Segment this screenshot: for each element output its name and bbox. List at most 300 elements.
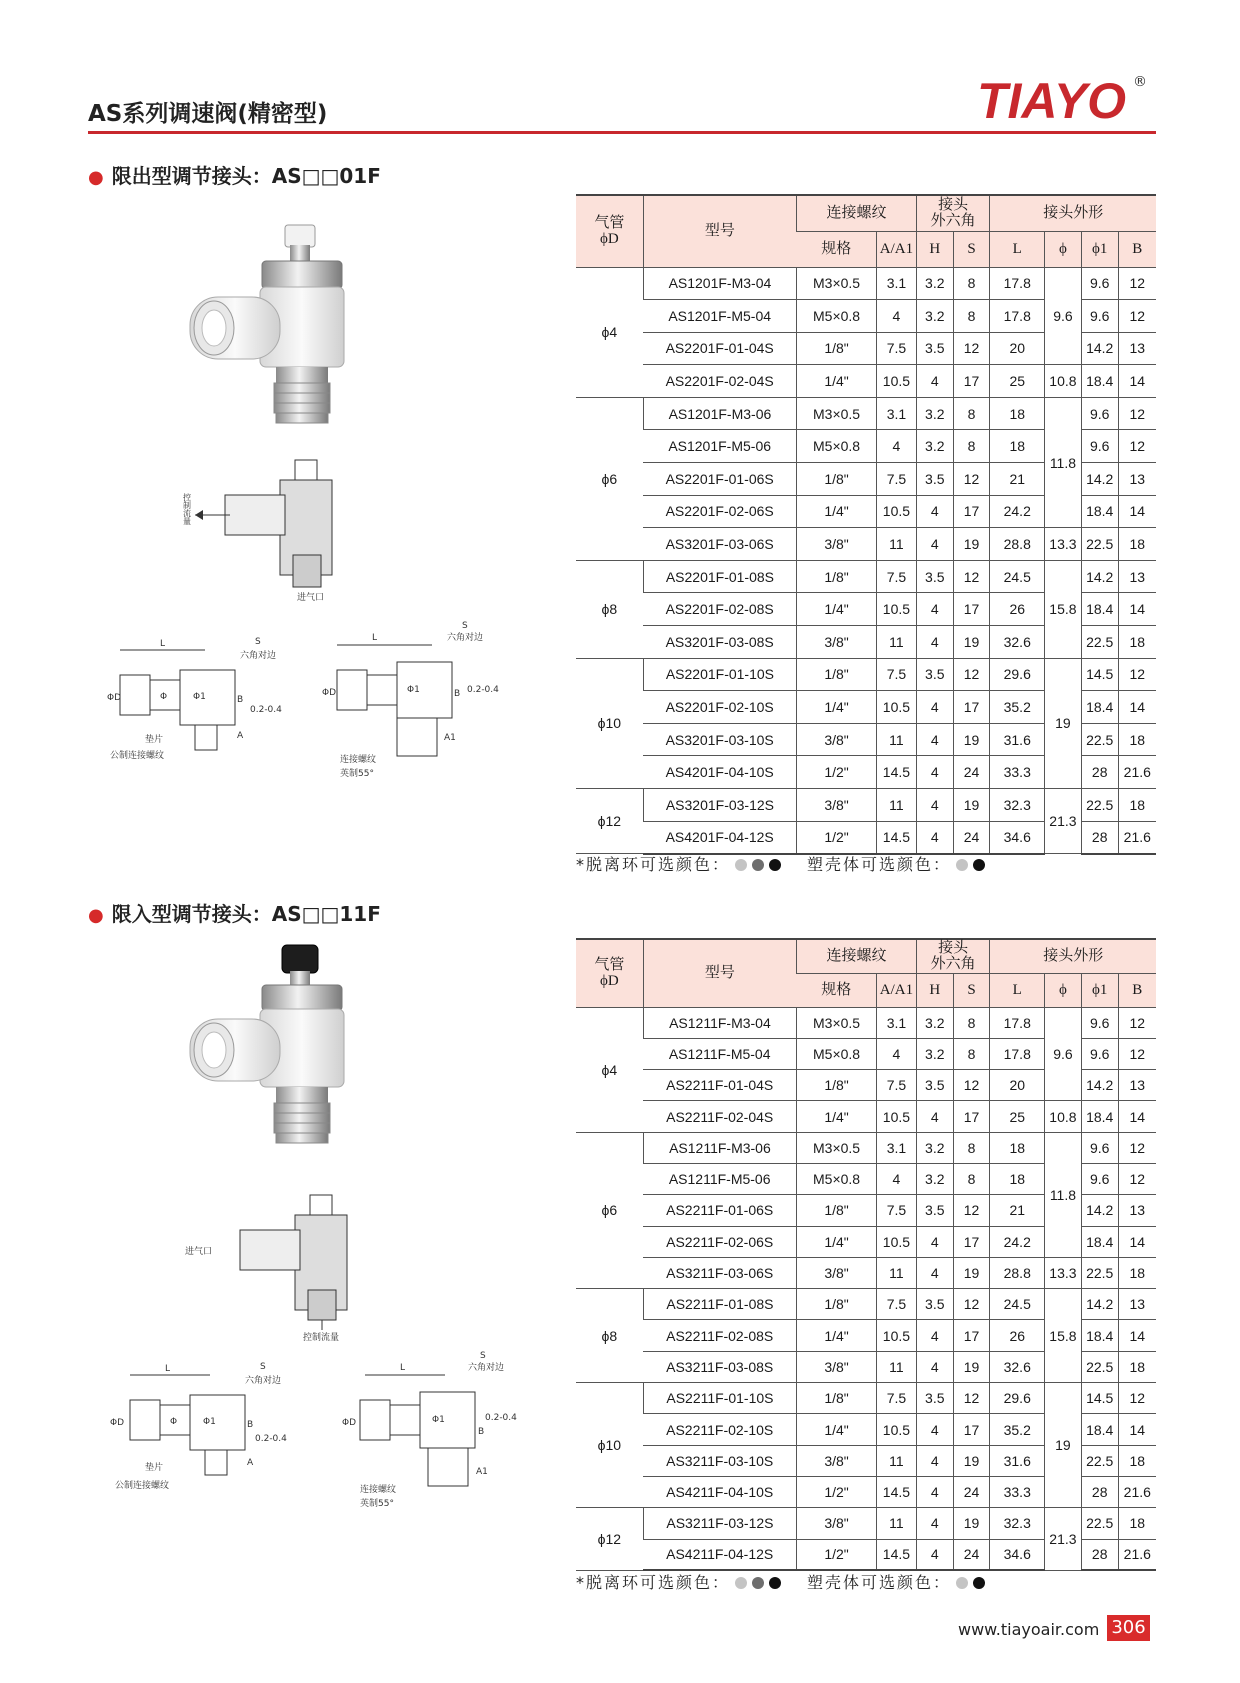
h-cell: 4 xyxy=(916,789,953,822)
model-cell: AS4211F-04-12S xyxy=(643,1539,796,1570)
a-a1-cell: 3.1 xyxy=(876,397,916,430)
h-cell: 3.5 xyxy=(916,1383,953,1414)
phi-cell: 10.8 xyxy=(1045,365,1082,398)
phi1-cell: 28 xyxy=(1081,1476,1118,1507)
l-cell: 25 xyxy=(990,1101,1045,1132)
model-cell: AS2201F-02-04S xyxy=(643,365,796,398)
l-cell: 24.2 xyxy=(990,1226,1045,1257)
s-cell: 24 xyxy=(953,1476,990,1507)
l-cell: 32.3 xyxy=(990,1508,1045,1539)
tube-size-cell: ϕ12 xyxy=(576,789,643,854)
phi1-cell: 22.5 xyxy=(1081,626,1118,659)
phi1-cell: 14.2 xyxy=(1081,1289,1118,1320)
thread-spec-cell: 1/8" xyxy=(797,1383,877,1414)
a-a1-cell: 7.5 xyxy=(876,1289,916,1320)
l-cell: 18 xyxy=(990,1163,1045,1194)
dim-a-label: A xyxy=(247,1458,254,1468)
b-cell: 18 xyxy=(1118,528,1156,561)
phi1-cell: 14.5 xyxy=(1081,1383,1118,1414)
metric-thread-label: 公制连接螺纹 xyxy=(115,1481,170,1491)
thread-spec-cell: 3/8" xyxy=(797,1508,877,1539)
hex-label: 六角对边 xyxy=(245,1376,282,1386)
h-cell: 3.2 xyxy=(916,1038,953,1069)
s-cell: 17 xyxy=(953,1101,990,1132)
thread-spec-cell: 3/8" xyxy=(797,528,877,561)
ring-color-swatch xyxy=(752,859,764,871)
thread-spec-cell: 1/8" xyxy=(797,560,877,593)
brand-logo-text: TIAYO xyxy=(977,73,1127,129)
inlet-label: 进气口 xyxy=(297,593,325,603)
body-color-swatch xyxy=(973,859,985,871)
table-row xyxy=(576,1132,1156,1163)
phi1-cell: 14.2 xyxy=(1081,1070,1118,1101)
header-h: H xyxy=(916,231,953,267)
l-cell: 26 xyxy=(990,1320,1045,1351)
hex-label: 六角对边 xyxy=(447,633,484,643)
model-cell: AS2211F-02-04S xyxy=(643,1101,796,1132)
model-cell: AS3211F-03-12S xyxy=(643,1508,796,1539)
a-a1-cell: 11 xyxy=(876,528,916,561)
body-color-swatch xyxy=(956,1577,968,1589)
l-cell: 20 xyxy=(990,1070,1045,1101)
s-cell: 17 xyxy=(953,1226,990,1257)
h-cell: 4 xyxy=(916,1320,953,1351)
b-cell: 13 xyxy=(1118,1070,1156,1101)
bullet-icon: ● xyxy=(88,905,104,926)
thread-spec-cell: 1/8" xyxy=(797,1289,877,1320)
dim-phi1-label: Φ1 xyxy=(193,692,206,702)
dimension-diagram-bsp-outflow xyxy=(322,620,512,780)
phi-cell: 19 xyxy=(1045,658,1082,788)
phi-cell: 19 xyxy=(1045,1383,1082,1508)
table-row xyxy=(576,658,1156,691)
b-cell: 12 xyxy=(1118,1007,1156,1038)
dim-s-label: S xyxy=(480,1351,486,1361)
phi1-cell: 9.6 xyxy=(1081,1007,1118,1038)
dim-phi1-label: Φ1 xyxy=(203,1417,216,1427)
s-cell: 19 xyxy=(953,1508,990,1539)
model-cell: AS1211F-M5-06 xyxy=(643,1163,796,1194)
b-cell: 21.6 xyxy=(1118,821,1156,854)
dim-range-label: 0.2-0.4 xyxy=(250,705,282,715)
h-cell: 4 xyxy=(916,723,953,756)
phi1-cell: 9.6 xyxy=(1081,1163,1118,1194)
l-cell: 17.8 xyxy=(990,1038,1045,1069)
l-cell: 32.6 xyxy=(990,1351,1045,1382)
b-cell: 18 xyxy=(1118,1445,1156,1476)
a-a1-cell: 11 xyxy=(876,1257,916,1288)
phi1-cell: 22.5 xyxy=(1081,1351,1118,1382)
thread-note: 英制55° xyxy=(340,769,374,779)
s-cell: 19 xyxy=(953,723,990,756)
s-cell: 12 xyxy=(953,1383,990,1414)
header-s: S xyxy=(953,231,990,267)
thread-spec-cell: 3/8" xyxy=(797,626,877,659)
s-cell: 8 xyxy=(953,1038,990,1069)
model-cell: AS3201F-03-06S xyxy=(643,528,796,561)
tube-size-cell: ϕ8 xyxy=(576,1289,643,1383)
model-cell: AS2211F-01-04S xyxy=(643,1070,796,1101)
s-cell: 17 xyxy=(953,1414,990,1445)
l-cell: 17.8 xyxy=(990,1007,1045,1038)
thread-spec-cell: 1/4" xyxy=(797,593,877,626)
dim-d-label: ΦD xyxy=(322,688,337,698)
header-b: B xyxy=(1118,231,1156,267)
b-cell: 13 xyxy=(1118,1195,1156,1226)
ring-color-label: *脱离环可选颜色： xyxy=(576,1573,731,1592)
header-model: 型号 xyxy=(643,195,796,267)
h-cell: 4 xyxy=(916,1351,953,1382)
s-cell: 8 xyxy=(953,1132,990,1163)
dim-d-label: ΦD xyxy=(107,693,122,703)
b-cell: 12 xyxy=(1118,1038,1156,1069)
phi1-cell: 22.5 xyxy=(1081,789,1118,822)
l-cell: 29.6 xyxy=(990,658,1045,691)
s-cell: 24 xyxy=(953,821,990,854)
phi1-cell: 18.4 xyxy=(1081,593,1118,626)
b-cell: 12 xyxy=(1118,1383,1156,1414)
h-cell: 3.5 xyxy=(916,1289,953,1320)
s-cell: 12 xyxy=(953,560,990,593)
phi-cell: 21.3 xyxy=(1045,1508,1082,1571)
model-cell: AS2201F-02-10S xyxy=(643,691,796,724)
l-cell: 24.5 xyxy=(990,560,1045,593)
b-cell: 13 xyxy=(1118,560,1156,593)
h-cell: 4 xyxy=(916,821,953,854)
table-row xyxy=(576,1289,1156,1320)
header-hex: 接头 外六角 xyxy=(916,195,990,231)
s-cell: 19 xyxy=(953,1445,990,1476)
b-cell: 18 xyxy=(1118,1257,1156,1288)
h-cell: 4 xyxy=(916,1445,953,1476)
l-cell: 34.6 xyxy=(990,1539,1045,1570)
s-cell: 19 xyxy=(953,1351,990,1382)
s-cell: 8 xyxy=(953,430,990,463)
phi-cell: 9.6 xyxy=(1045,267,1082,365)
s-cell: 24 xyxy=(953,1539,990,1570)
model-cell: AS1211F-M3-06 xyxy=(643,1132,796,1163)
tube-size-cell: ϕ4 xyxy=(576,267,643,397)
header-tube: 气管 ϕD xyxy=(576,939,643,1007)
model-cell: AS2211F-02-06S xyxy=(643,1226,796,1257)
model-cell: AS4201F-04-10S xyxy=(643,756,796,789)
model-cell: AS3201F-03-10S xyxy=(643,723,796,756)
l-cell: 18 xyxy=(990,397,1045,430)
s-cell: 8 xyxy=(953,267,990,300)
dim-l-label: L xyxy=(400,1363,406,1373)
l-cell: 25 xyxy=(990,365,1045,398)
model-cell: AS2201F-01-04S xyxy=(643,332,796,365)
h-cell: 3.5 xyxy=(916,463,953,496)
s-cell: 12 xyxy=(953,1289,990,1320)
ring-color-swatch xyxy=(752,1577,764,1589)
s-cell: 17 xyxy=(953,691,990,724)
header-tube: 气管 ϕD xyxy=(576,195,643,267)
l-cell: 28.8 xyxy=(990,1257,1045,1288)
s-cell: 24 xyxy=(953,756,990,789)
thread-spec-cell: 1/8" xyxy=(797,332,877,365)
h-cell: 3.5 xyxy=(916,1070,953,1101)
registered-mark: ® xyxy=(1133,74,1147,90)
thread-spec-cell: 3/8" xyxy=(797,789,877,822)
model-cell: AS3201F-03-08S xyxy=(643,626,796,659)
b-cell: 21.6 xyxy=(1118,756,1156,789)
header-thread: 连接螺纹 xyxy=(797,195,917,231)
a-a1-cell: 14.5 xyxy=(876,1476,916,1507)
phi1-cell: 9.6 xyxy=(1081,397,1118,430)
tube-size-cell: ϕ6 xyxy=(576,397,643,560)
h-cell: 3.2 xyxy=(916,267,953,300)
b-cell: 18 xyxy=(1118,789,1156,822)
l-cell: 32.3 xyxy=(990,789,1045,822)
model-cell: AS3211F-03-10S xyxy=(643,1445,796,1476)
dim-a1-label: A1 xyxy=(444,733,456,743)
table-row xyxy=(576,1257,1156,1288)
h-cell: 3.5 xyxy=(916,1195,953,1226)
footer-url: www.tiayoair.com xyxy=(958,1620,1100,1639)
dim-d-label: ΦD xyxy=(110,1418,125,1428)
dim-range-label: 0.2-0.4 xyxy=(467,685,499,695)
section-title-text: 限出型调节接头：AS□□01F xyxy=(111,164,381,188)
model-cell: AS2201F-01-08S xyxy=(643,560,796,593)
model-cell: AS1211F-M3-04 xyxy=(643,1007,796,1038)
s-cell: 19 xyxy=(953,1257,990,1288)
b-cell: 13 xyxy=(1118,1289,1156,1320)
a-a1-cell: 11 xyxy=(876,789,916,822)
h-cell: 4 xyxy=(916,495,953,528)
ring-color-swatch xyxy=(769,1577,781,1589)
header-a-a1: A/A1 xyxy=(876,973,916,1007)
dim-l-label: L xyxy=(165,1364,171,1374)
tube-size-cell: ϕ6 xyxy=(576,1132,643,1288)
phi1-cell: 22.5 xyxy=(1081,1257,1118,1288)
phi1-cell: 14.5 xyxy=(1081,658,1118,691)
thread-spec-cell: 1/4" xyxy=(797,1226,877,1257)
phi1-cell: 28 xyxy=(1081,1539,1118,1570)
section-title-text: 限入型调节接头：AS□□11F xyxy=(111,902,381,926)
a-a1-cell: 10.5 xyxy=(876,1101,916,1132)
phi-cell: 9.6 xyxy=(1045,1007,1082,1101)
thread-note: 英制55° xyxy=(360,1499,394,1509)
dim-range-label: 0.2-0.4 xyxy=(255,1434,287,1444)
thread-spec-cell: M5×0.8 xyxy=(797,300,877,333)
hex-label: 六角对边 xyxy=(468,1363,505,1373)
thread-spec-cell: 3/8" xyxy=(797,1445,877,1476)
a-a1-cell: 11 xyxy=(876,1508,916,1539)
header-thread: 连接螺纹 xyxy=(797,939,917,973)
a-a1-cell: 10.5 xyxy=(876,1414,916,1445)
product-photo-outflow xyxy=(190,225,390,435)
b-cell: 14 xyxy=(1118,1226,1156,1257)
a-a1-cell: 10.5 xyxy=(876,495,916,528)
b-cell: 18 xyxy=(1118,723,1156,756)
table-row xyxy=(576,789,1156,822)
thread-spec-cell: 1/4" xyxy=(797,691,877,724)
s-cell: 19 xyxy=(953,626,990,659)
header-a-a1: A/A1 xyxy=(876,231,916,267)
dim-phi-label: Φ xyxy=(160,692,168,702)
tube-size-cell: ϕ10 xyxy=(576,658,643,788)
header-l: L xyxy=(990,973,1045,1007)
header-phi: ϕ xyxy=(1045,973,1082,1007)
page-title: AS系列调速阀(精密型) xyxy=(88,101,328,127)
page-number: 306 xyxy=(1107,1615,1150,1641)
s-cell: 8 xyxy=(953,1163,990,1194)
a-a1-cell: 3.1 xyxy=(876,267,916,300)
dim-s-label: S xyxy=(260,1362,266,1372)
h-cell: 3.5 xyxy=(916,332,953,365)
h-cell: 4 xyxy=(916,1257,953,1288)
dim-phi1-label: Φ1 xyxy=(407,685,420,695)
table-row xyxy=(576,528,1156,561)
h-cell: 3.2 xyxy=(916,397,953,430)
a-a1-cell: 4 xyxy=(876,1163,916,1194)
tube-size-cell: ϕ8 xyxy=(576,560,643,658)
phi1-cell: 28 xyxy=(1081,756,1118,789)
l-cell: 31.6 xyxy=(990,723,1045,756)
b-cell: 21.6 xyxy=(1118,1476,1156,1507)
s-cell: 17 xyxy=(953,365,990,398)
model-cell: AS2201F-01-06S xyxy=(643,463,796,496)
l-cell: 33.3 xyxy=(990,1476,1045,1507)
l-cell: 21 xyxy=(990,1195,1045,1226)
model-cell: AS4211F-04-10S xyxy=(643,1476,796,1507)
header-spec: 规格 xyxy=(797,231,877,267)
s-cell: 12 xyxy=(953,463,990,496)
a-a1-cell: 7.5 xyxy=(876,1070,916,1101)
header-phi1: ϕ1 xyxy=(1081,973,1118,1007)
l-cell: 18 xyxy=(990,1132,1045,1163)
table-row xyxy=(576,267,1156,300)
phi1-cell: 28 xyxy=(1081,821,1118,854)
spec-table-outflow xyxy=(576,194,1156,855)
h-cell: 4 xyxy=(916,1226,953,1257)
h-cell: 4 xyxy=(916,626,953,659)
a-a1-cell: 7.5 xyxy=(876,332,916,365)
dim-phi-label: Φ xyxy=(170,1417,178,1427)
table-row xyxy=(576,365,1156,398)
header-phi1: ϕ1 xyxy=(1081,231,1118,267)
a-a1-cell: 3.1 xyxy=(876,1132,916,1163)
phi-cell: 11.8 xyxy=(1045,397,1082,527)
l-cell: 24.5 xyxy=(990,1289,1045,1320)
header-shape: 接头外形 xyxy=(990,195,1156,231)
thread-spec-cell: M5×0.8 xyxy=(797,430,877,463)
dim-b-label: B xyxy=(454,689,461,699)
dim-b-label: B xyxy=(247,1420,254,1430)
spec-table-inflow xyxy=(576,938,1156,1571)
h-cell: 3.5 xyxy=(916,658,953,691)
h-cell: 4 xyxy=(916,1539,953,1570)
flow-control-label: 控制流量 xyxy=(303,1333,340,1343)
ring-color-swatch xyxy=(769,859,781,871)
thread-spec-cell: 1/2" xyxy=(797,756,877,789)
brand-logo xyxy=(975,70,1150,130)
header-l: L xyxy=(990,231,1045,267)
l-cell: 32.6 xyxy=(990,626,1045,659)
l-cell: 34.6 xyxy=(990,821,1045,854)
a-a1-cell: 7.5 xyxy=(876,1383,916,1414)
b-cell: 13 xyxy=(1118,332,1156,365)
dim-range-label: 0.2-0.4 xyxy=(485,1413,517,1423)
thread-spec-cell: M5×0.8 xyxy=(797,1038,877,1069)
a-a1-cell: 3.1 xyxy=(876,1007,916,1038)
a-a1-cell: 14.5 xyxy=(876,756,916,789)
dim-b-label: B xyxy=(237,695,244,705)
phi1-cell: 14.2 xyxy=(1081,463,1118,496)
model-cell: AS2211F-02-10S xyxy=(643,1414,796,1445)
inlet-label: 进气口 xyxy=(185,1247,213,1257)
dim-a1-label: A1 xyxy=(476,1467,488,1477)
h-cell: 4 xyxy=(916,1476,953,1507)
s-cell: 12 xyxy=(953,1070,990,1101)
a-a1-cell: 10.5 xyxy=(876,691,916,724)
h-cell: 4 xyxy=(916,365,953,398)
b-cell: 12 xyxy=(1118,430,1156,463)
color-options-note-outflow xyxy=(576,852,985,875)
l-cell: 17.8 xyxy=(990,300,1045,333)
thread-spec-cell: 1/2" xyxy=(797,1476,877,1507)
thread-spec-cell: 1/8" xyxy=(797,1070,877,1101)
table-row xyxy=(576,1101,1156,1132)
header-s: S xyxy=(953,973,990,1007)
h-cell: 3.5 xyxy=(916,560,953,593)
table-row xyxy=(576,1007,1156,1038)
a-a1-cell: 11 xyxy=(876,723,916,756)
model-cell: AS2211F-01-10S xyxy=(643,1383,796,1414)
b-cell: 14 xyxy=(1118,1101,1156,1132)
b-cell: 14 xyxy=(1118,593,1156,626)
header-spec: 规格 xyxy=(797,973,877,1007)
s-cell: 12 xyxy=(953,658,990,691)
h-cell: 3.2 xyxy=(916,300,953,333)
body-color-swatch xyxy=(973,1577,985,1589)
thread-spec-cell: 1/4" xyxy=(797,1414,877,1445)
thread-spec-cell: 1/4" xyxy=(797,365,877,398)
header-model: 型号 xyxy=(643,939,796,1007)
thread-label: 连接螺纹 xyxy=(340,755,377,765)
l-cell: 29.6 xyxy=(990,1383,1045,1414)
b-cell: 14 xyxy=(1118,365,1156,398)
h-cell: 3.2 xyxy=(916,1007,953,1038)
model-cell: AS3201F-03-12S xyxy=(643,789,796,822)
thread-spec-cell: 3/8" xyxy=(797,1257,877,1288)
bullet-icon: ● xyxy=(88,167,104,188)
b-cell: 12 xyxy=(1118,397,1156,430)
l-cell: 31.6 xyxy=(990,1445,1045,1476)
b-cell: 18 xyxy=(1118,1508,1156,1539)
b-cell: 14 xyxy=(1118,691,1156,724)
body-color-label: 塑壳体可选颜色： xyxy=(807,855,952,874)
ring-color-swatch xyxy=(735,859,747,871)
h-cell: 4 xyxy=(916,593,953,626)
phi1-cell: 18.4 xyxy=(1081,495,1118,528)
a-a1-cell: 10.5 xyxy=(876,1320,916,1351)
product-photo-inflow xyxy=(190,945,390,1155)
phi1-cell: 9.6 xyxy=(1081,267,1118,300)
h-cell: 3.2 xyxy=(916,430,953,463)
model-cell: AS3211F-03-06S xyxy=(643,1257,796,1288)
h-cell: 3.2 xyxy=(916,1163,953,1194)
s-cell: 17 xyxy=(953,1320,990,1351)
b-cell: 12 xyxy=(1118,267,1156,300)
dimension-diagram-bsp-inflow xyxy=(340,1350,530,1510)
h-cell: 4 xyxy=(916,1508,953,1539)
model-cell: AS2211F-02-08S xyxy=(643,1320,796,1351)
l-cell: 17.8 xyxy=(990,267,1045,300)
phi1-cell: 9.6 xyxy=(1081,1038,1118,1069)
s-cell: 8 xyxy=(953,1007,990,1038)
